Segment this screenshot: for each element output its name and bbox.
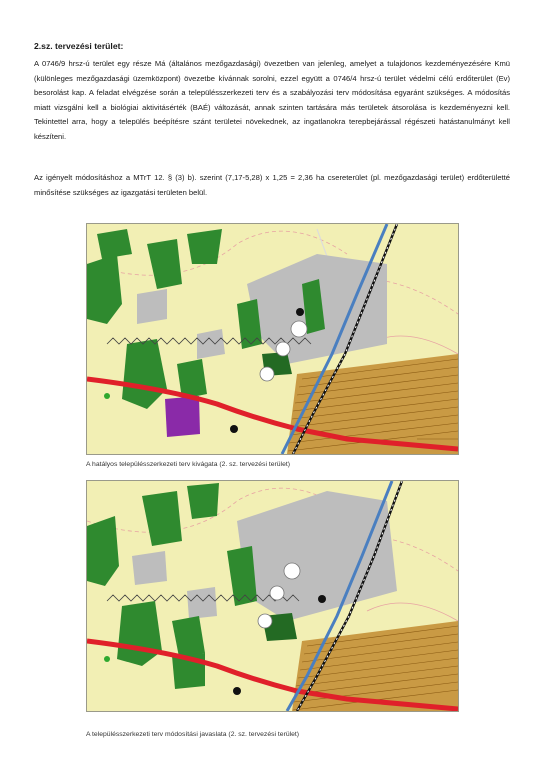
section-heading: 2.sz. tervezési terület:	[34, 41, 124, 51]
caption-current-plan: A hatályos településszerkezeti terv kivágata (2. sz. tervezési terület)	[86, 461, 290, 468]
map-current-plan	[86, 223, 459, 455]
map-current-plan-drawing	[87, 224, 458, 454]
paragraph-1: A 0746/9 hrsz-ú terület egy része Má (általános mezőgazdasági) övezetben van jelenleg, amelyet a tulajdonos kezdeményezésére Kmü (különleges mezőgazdasági üzemközpont) övezetbe kívánnak sorolni, ezzel együtt a 0746/4 hrsz-ú terület védelmi célú erdőterület (Ev) besorolást kap. A feladat elvégzése során a településszerkezeti terv és a szabályozási terv módosítása egyaránt szükséges. A módosítás miatt vizsgálni kell a biológiai aktivitásérték (BAÉ) változását, annak szinten tartására más területek átsorolása is kezdeményezni kell. Tekintettel arra, hogy a település beépítésre szánt területei növekednek, az ingatlanokra terepbejárással régészeti hatástanulmányt kell készíteni.	[34, 59, 510, 141]
paragraph-2: Az igényelt módosításhoz a MTrT 12. § (3) b). szerint (7,17-5,28) x 1,25 = 2,36 ha csereterület (pl. mezőgazdasági terület) erdőterületté minősítése szükséges az igazgatási területen belül.	[34, 173, 510, 197]
caption-proposed-plan: A településszerkezeti terv módosítási javaslata (2. sz. tervezési terület)	[86, 731, 300, 738]
map-proposed-plan	[86, 480, 459, 712]
map-proposed-plan-drawing	[87, 481, 458, 711]
